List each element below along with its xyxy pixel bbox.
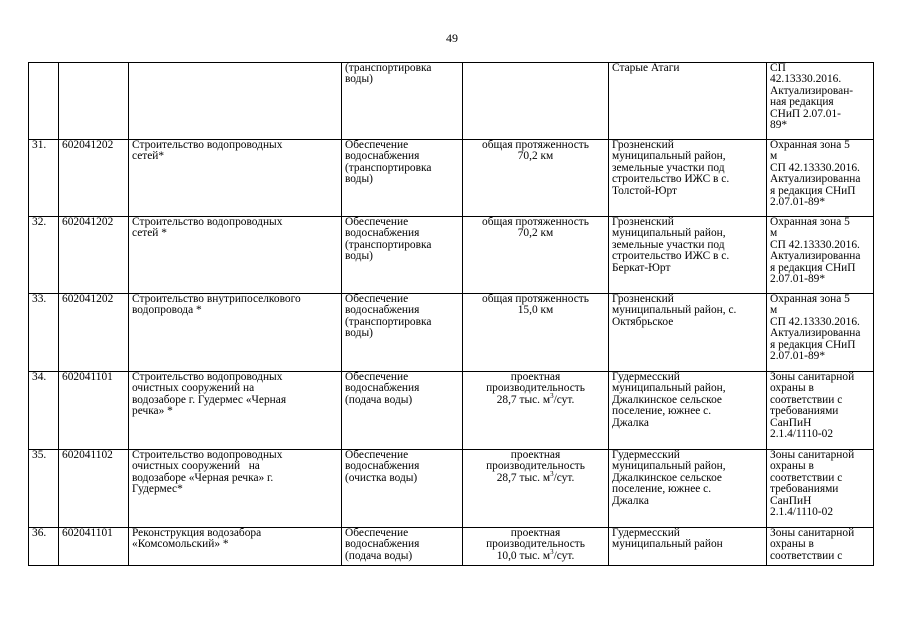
zone-cell [767, 372, 874, 450]
zone-line: охраны в [770, 460, 814, 473]
location-line: Джалка [612, 494, 649, 507]
capacity-unit: /сут. [553, 549, 575, 562]
zone-line: Актуализированна [770, 250, 861, 263]
zone-line: м [770, 227, 778, 240]
characteristics-cell [463, 63, 609, 140]
location-line: Джалка [612, 416, 649, 429]
location-cell [609, 372, 767, 450]
name-cell [129, 63, 342, 140]
location-line: Гудермесский [612, 527, 680, 539]
location-line: муниципальный район, [612, 460, 726, 473]
purpose-line: воды) [345, 327, 373, 340]
zone-line: Актуализированна [770, 327, 861, 340]
purpose-line: Обеспечение [345, 527, 409, 539]
purpose-cell [342, 217, 463, 294]
name-line: водозаборе г. Гудермес «Черная [132, 393, 287, 406]
index-cell: 34. [29, 372, 59, 450]
table-row [29, 372, 874, 450]
table-row [29, 450, 874, 528]
zone-cell [767, 294, 874, 372]
purpose-line: Обеспечение [345, 449, 409, 461]
location-line: строительство ИЖС в с. [612, 250, 730, 263]
zone-line: охраны в [770, 382, 814, 395]
location-line: строительство ИЖС в с. [612, 173, 730, 186]
purpose-line: водоснабжения [345, 304, 420, 317]
zone-line: я редакция СНиП [770, 184, 856, 197]
zone-line: ная редакция [770, 96, 834, 109]
purpose-line: водоснабжения [345, 538, 420, 551]
purpose-cell [342, 450, 463, 528]
planned-objects-table [28, 62, 874, 566]
name-line: сетей* [132, 150, 165, 163]
code-cell: 602041202 [59, 140, 129, 217]
capacity-exponent: 3 [550, 392, 554, 401]
purpose-line: Обеспечение [345, 139, 409, 151]
purpose-line: воды) [345, 173, 373, 186]
zone-line: охраны в [770, 538, 814, 551]
zone-line: Охранная зона 5 [770, 216, 850, 228]
code-cell [59, 63, 129, 140]
name-line: Строительство водопроводных [132, 371, 283, 383]
characteristics-line: производительность [486, 382, 585, 395]
purpose-line: Обеспечение [345, 371, 409, 383]
zone-line: 2.07.01-89* [770, 350, 826, 363]
page-number: 49 [446, 31, 458, 45]
zone-line: Зоны санитарной [770, 371, 855, 383]
zone-line: 2.1.4/1110-02 [770, 506, 834, 519]
location-line: Октябрьское [612, 315, 674, 328]
characteristics-line: проектная [510, 449, 561, 461]
name-line: Строительство внутрипоселкового [132, 293, 301, 305]
name-line: Строительство водопроводных [132, 216, 283, 228]
purpose-line: водоснабжения [345, 460, 420, 473]
name-line: Реконструкция водозабора [132, 527, 262, 539]
location-cell [609, 217, 767, 294]
characteristics-line: общая протяженность [482, 293, 589, 305]
zone-line: СНиП 2.07.01- [770, 107, 841, 120]
location-line: поселение, южнее с. [612, 405, 712, 418]
purpose-line: (транспортировка [345, 62, 432, 74]
name-line: сетей * [132, 227, 167, 240]
characteristics-line: проектная [510, 527, 561, 539]
characteristics-line: 15,0 км [517, 304, 554, 317]
characteristics-cell [463, 372, 609, 450]
zone-line: СП [770, 62, 786, 74]
location-line: муниципальный район [612, 538, 723, 551]
purpose-line: (подача воды) [345, 393, 413, 406]
location-line: Гудермесский [612, 449, 680, 461]
characteristics-line: 70,2 км [517, 150, 554, 163]
zone-line: я редакция СНиП [770, 338, 856, 351]
name-line: «Комсомольский» * [132, 538, 229, 551]
location-line: Гудермесский [612, 371, 680, 383]
purpose-line: Обеспечение [345, 216, 409, 228]
characteristics-line: общая протяженность [482, 216, 589, 228]
name-cell [129, 372, 342, 450]
characteristics-line: общая протяженность [482, 139, 589, 151]
index-cell: 35. [29, 450, 59, 528]
zone-line: соответствии с [770, 471, 843, 484]
table-row [29, 294, 874, 372]
characteristics-line: 70,2 км [517, 227, 554, 240]
name-cell [129, 140, 342, 217]
characteristics-cell [463, 294, 609, 372]
zone-line: соответствии с [770, 393, 843, 406]
zone-line: Зоны санитарной [770, 449, 855, 461]
purpose-line: Обеспечение [345, 293, 409, 305]
code-cell: 602041101 [59, 528, 129, 566]
capacity-value [466, 470, 605, 484]
capacity-exponent: 3 [550, 470, 554, 479]
zone-line: Актуализированна [770, 173, 861, 186]
code-cell: 602041102 [59, 450, 129, 528]
purpose-cell [342, 294, 463, 372]
zone-line: я редакция СНиП [770, 261, 856, 274]
zone-line: требованиями [770, 405, 839, 418]
index-cell: 31. [29, 140, 59, 217]
location-line: муниципальный район, с. [612, 304, 737, 317]
name-cell [129, 528, 342, 566]
index-cell: 32. [29, 217, 59, 294]
location-cell [609, 450, 767, 528]
location-line: земельные участки под [612, 238, 725, 251]
purpose-cell [342, 528, 463, 566]
index-cell: 33. [29, 294, 59, 372]
zone-cell [767, 528, 874, 566]
capacity-value [466, 392, 605, 406]
name-line: очистных сооружений на [132, 382, 255, 395]
index-cell [29, 63, 59, 140]
zone-line: соответствии с [770, 549, 843, 562]
zone-line: СП 42.13330.2016. [770, 161, 860, 174]
zone-line: 2.07.01-89* [770, 196, 826, 209]
purpose-cell [342, 63, 463, 140]
characteristics-cell [463, 450, 609, 528]
characteristics-line: проектная [510, 371, 561, 383]
table-row [29, 217, 874, 294]
name-line: водозаборе «Черная речка» г. [132, 471, 274, 484]
location-line: Грозненский [612, 139, 674, 151]
table-row [29, 140, 874, 217]
name-line: очистных сооружений на [132, 460, 260, 473]
location-line: муниципальный район, [612, 382, 726, 395]
purpose-line: (транспортировка [345, 161, 432, 174]
zone-line: Охранная зона 5 [770, 293, 850, 305]
location-line: Джалкинское сельское [612, 393, 722, 406]
location-cell [609, 63, 767, 140]
zone-line: Зоны санитарной [770, 527, 855, 539]
zone-line: требованиями [770, 483, 839, 496]
characteristics-cell [463, 528, 609, 566]
location-cell [609, 294, 767, 372]
name-line: речка» * [132, 405, 173, 418]
purpose-line: (транспортировка [345, 238, 432, 251]
characteristics-line: производительность [486, 460, 585, 473]
purpose-line: воды) [345, 250, 373, 263]
zone-line: м [770, 150, 778, 163]
purpose-line: (транспортировка [345, 315, 432, 328]
name-cell [129, 450, 342, 528]
table-row-continued [29, 63, 874, 140]
purpose-line: (подача воды) [345, 549, 413, 562]
capacity-unit: /сут. [553, 393, 575, 406]
characteristics-line: производительность [486, 538, 585, 551]
zone-line: СП 42.13330.2016. [770, 238, 860, 251]
location-line: поселение, южнее с. [612, 483, 712, 496]
name-line: водопровода * [132, 304, 202, 317]
location-line: Беркат-Юрт [612, 261, 671, 274]
capacity-exponent: 3 [550, 548, 554, 557]
code-cell: 602041101 [59, 372, 129, 450]
capacity-number: 10,0 тыс. м [496, 549, 551, 562]
purpose-line: водоснабжения [345, 227, 420, 240]
index-cell: 36. [29, 528, 59, 566]
purpose-line: воды) [345, 73, 373, 86]
zone-line: 89* [770, 119, 788, 132]
zone-line: Охранная зона 5 [770, 139, 850, 151]
table-row [29, 528, 874, 566]
capacity-unit: /сут. [553, 471, 575, 484]
location-line: Грозненский [612, 293, 674, 305]
name-cell [129, 294, 342, 372]
location-cell [609, 140, 767, 217]
location-line: земельные участки под [612, 161, 725, 174]
capacity-value [466, 548, 605, 562]
location-line: Старые Атаги [612, 62, 680, 74]
code-cell: 602041202 [59, 294, 129, 372]
purpose-cell [342, 372, 463, 450]
name-line: Строительство водопроводных [132, 139, 283, 151]
name-line: Гудермес* [132, 483, 183, 496]
purpose-line: водоснабжения [345, 150, 420, 163]
location-cell [609, 528, 767, 566]
zone-cell [767, 450, 874, 528]
characteristics-cell [463, 140, 609, 217]
code-cell: 602041202 [59, 217, 129, 294]
zone-line: м [770, 304, 778, 317]
location-line: Джалкинское сельское [612, 471, 722, 484]
purpose-line: водоснабжения [345, 382, 420, 395]
zone-line: СП 42.13330.2016. [770, 315, 860, 328]
zone-line: Актуализирован- [770, 84, 854, 97]
location-line: муниципальный район, [612, 150, 726, 163]
name-cell [129, 217, 342, 294]
zone-cell [767, 140, 874, 217]
zone-line: 42.13330.2016. [770, 73, 842, 86]
capacity-number: 28,7 тыс. м [496, 471, 551, 484]
zone-line: СанПиН [770, 416, 812, 429]
location-line: Грозненский [612, 216, 674, 228]
zone-cell [767, 63, 874, 140]
purpose-cell [342, 140, 463, 217]
location-line: муниципальный район, [612, 227, 726, 240]
capacity-number: 28,7 тыс. м [496, 393, 551, 406]
characteristics-cell [463, 217, 609, 294]
zone-line: СанПиН [770, 494, 812, 507]
purpose-line: (очистка воды) [345, 471, 418, 484]
zone-line: 2.07.01-89* [770, 273, 826, 286]
location-line: Толстой-Юрт [612, 184, 678, 197]
name-line: Строительство водопроводных [132, 449, 283, 461]
zone-line: 2.1.4/1110-02 [770, 428, 834, 441]
zone-cell [767, 217, 874, 294]
